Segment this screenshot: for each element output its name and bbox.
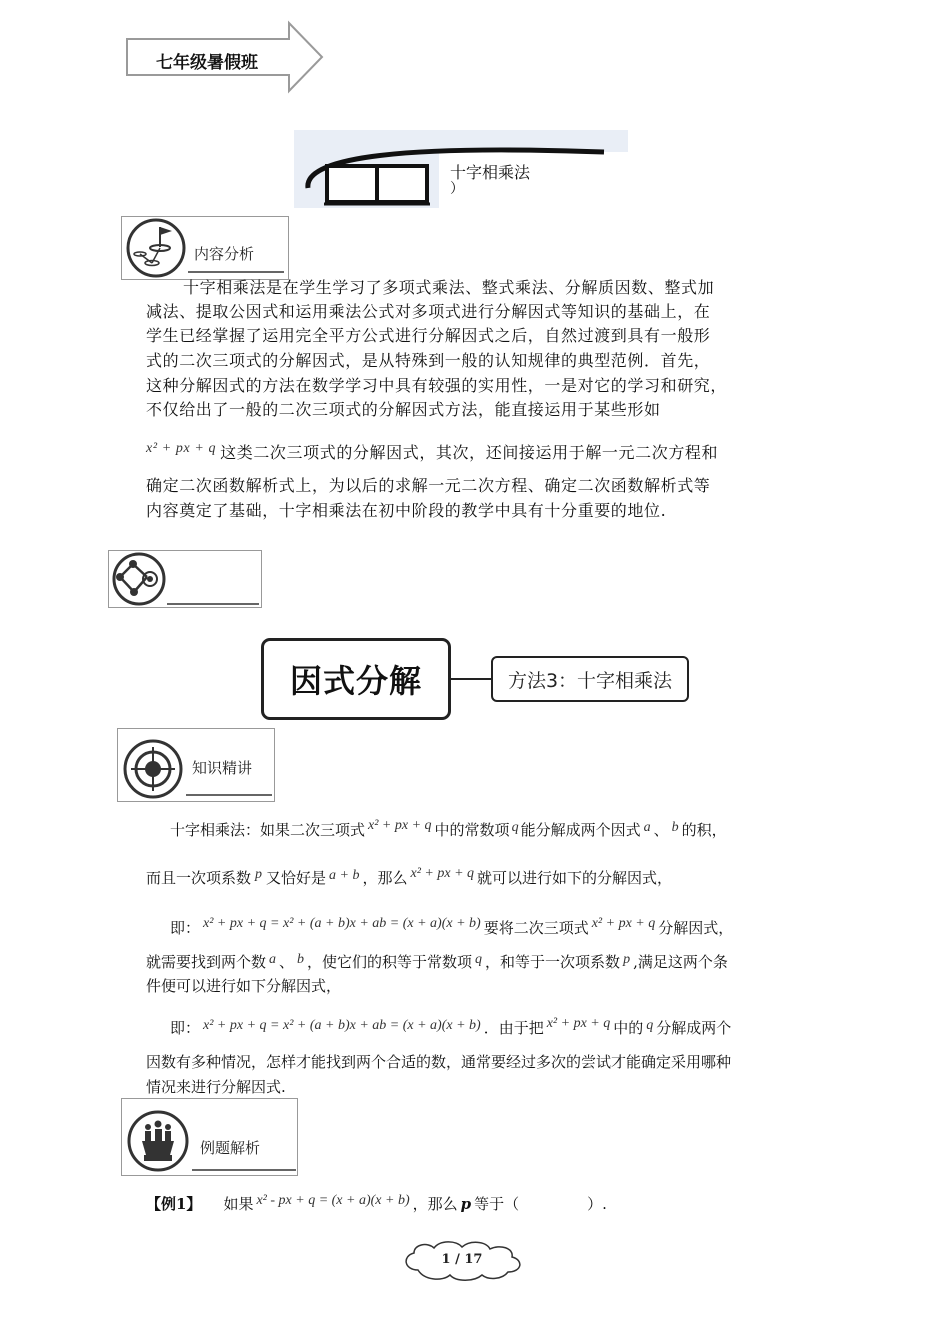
text-fragment: 等于（: [474, 1195, 520, 1213]
section-header-content-analysis: [121, 216, 289, 280]
knowledge-line-5: 件便可以进行如下分解因式，: [146, 977, 342, 995]
mindmap-connector: [451, 678, 491, 680]
text-fragment: ，那么: [362, 869, 408, 887]
text-fragment: 、: [653, 821, 669, 839]
knowledge-line-2: [146, 866, 672, 892]
flag-map-icon: [122, 217, 192, 279]
formula-factorization: x² + px + q = x² + (a + b)x + ab = (x + a)(x + b): [203, 916, 481, 931]
formula-factorization: x² + px + q = x² + (a + b)x + ab = (x + a)(x + b): [203, 1018, 481, 1033]
formula-quadratic: x² + px + q: [546, 1016, 611, 1031]
banner-title: 十字相乘法: [450, 163, 531, 182]
section-underline: [192, 1169, 296, 1171]
class-name: 七年级暑假班: [156, 53, 258, 73]
header-badge: [124, 20, 326, 94]
knowledge-line-1: [170, 818, 727, 844]
intro-line-2: 减法、提取公因式和运用乘法公式对多项式进行分解因式等知识的基础上，在: [146, 302, 711, 321]
knowledge-line-3: [170, 916, 733, 942]
section-header-knowledge: [117, 728, 275, 802]
text-fragment: ，那么: [412, 1195, 458, 1213]
text-fragment: 而且一次项系数: [146, 869, 252, 887]
text-fragment: 能分解成两个因式: [520, 821, 641, 839]
intro-line-4: 式的二次三项式的分解因式，是从特殊到一般的认知规律的典型范例．首先，: [146, 351, 711, 370]
page-number: 1 / 17: [441, 1252, 483, 1267]
formula-example: x² - px + q = (x + a)(x + b): [256, 1193, 410, 1208]
section-header-examples: [121, 1098, 298, 1176]
text-fragment: 即：: [170, 1019, 201, 1037]
example-label: 【例1】: [146, 1195, 202, 1213]
knowledge-line-7: 因数有多种情况，怎样才能找到两个合适的数，通常要经过多次的尝试才能确定采用哪种: [146, 1053, 732, 1071]
var-a: a: [269, 952, 277, 967]
mindmap-main-label: 因式分解: [289, 662, 422, 700]
chess-pieces-icon: [122, 1099, 194, 1175]
text-fragment: ，和等于一次项系数: [485, 953, 621, 971]
example-1: [146, 1192, 607, 1218]
intro-line-9: 内容奠定了基础，十字相乘法在初中阶段的教学中具有十分重要的地位.: [146, 501, 667, 520]
knowledge-line-4: [146, 950, 728, 976]
text-fragment: 的积，: [681, 821, 727, 839]
text-fragment: 要将二次三项式: [483, 919, 589, 937]
knowledge-line-6: [170, 1016, 731, 1042]
var-b: b: [671, 820, 679, 835]
section-title-knowledge: 知识精讲: [192, 759, 253, 777]
text-fragment: ,满足这两个条: [633, 953, 728, 971]
target-icon: [118, 729, 188, 801]
intro-line-8: 确定二次函数解析式上，为以后的求解一元二次方程、确定二次函数解析式等: [146, 476, 711, 495]
text-fragment: 、: [279, 953, 295, 971]
banner-paren: ）: [450, 181, 464, 197]
var-a: a: [643, 820, 651, 835]
formula-quadratic: x² + px + q: [368, 818, 432, 833]
var-b: b: [297, 952, 305, 967]
text-fragment: 就可以进行如下的分解因式，: [477, 869, 673, 887]
text-fragment: ．由于把: [483, 1019, 544, 1037]
section-title-examples: 例题解析: [200, 1139, 261, 1157]
var-q: q: [475, 952, 483, 967]
mindmap-main-node: [261, 638, 451, 720]
mindmap-branch-node: [491, 656, 689, 702]
var-p: p: [460, 1195, 472, 1213]
var-p: p: [623, 952, 631, 967]
mindmap-branch-label: 方法3：十字相乘法: [507, 669, 673, 692]
share-nodes-icon: [109, 551, 173, 607]
var-q: q: [511, 820, 519, 835]
section-header-mindmap: [108, 550, 262, 608]
text-fragment: 如果: [223, 1195, 254, 1213]
var-q: q: [646, 1018, 654, 1033]
section-underline: [188, 271, 284, 273]
formula-quadratic: x² + px + q: [146, 441, 217, 456]
page-footer: [398, 1238, 526, 1284]
title-banner: [294, 130, 628, 208]
formula-quadratic: x² + px + q: [591, 916, 656, 931]
intro-line-7: [146, 441, 718, 468]
text-fragment: 就需要找到两个数: [146, 953, 267, 971]
section-underline: [167, 603, 259, 605]
text-fragment: 十字相乘法：如果二次三项式: [170, 821, 366, 839]
formula-a-plus-b: a + b: [329, 868, 360, 883]
text-fragment: 即：: [170, 919, 201, 937]
knowledge-line-8: 情况来进行分解因式.: [146, 1078, 286, 1096]
intro-line-1: 十字相乘法是在学生学习了多项式乘法、整式乘法、分解质因数、整式加: [183, 278, 715, 297]
text-fragment: 中的: [613, 1019, 644, 1037]
text-fragment: 分解成两个: [656, 1019, 732, 1037]
section-title-content-analysis: 内容分析: [194, 245, 255, 263]
text-fragment: 又恰好是: [266, 869, 327, 887]
text-fragment: 中的常数项: [434, 821, 510, 839]
section-underline: [186, 794, 272, 796]
text-fragment: ，使它们的积等于常数项: [307, 953, 473, 971]
text-fragment: 分解因式，: [658, 919, 734, 937]
text-fragment: ）.: [587, 1195, 607, 1213]
intro-line-5: 这种分解因式的方法在数学学习中具有较强的实用性，一是对它的学习和研究，: [146, 376, 728, 395]
intro-line-3: 学生已经掌握了运用完全平方公式进行分解因式之后，自然过渡到具有一般形: [146, 326, 711, 345]
intro-line-7-text: 这类二次三项式的分解因式，其次，还间接运用于解一元二次方程和: [220, 443, 719, 462]
var-p: p: [255, 867, 263, 882]
formula-quadratic: x² + px + q: [410, 866, 475, 881]
intro-line-6: 不仅给出了一般的二次三项式的分解因式方法，能直接运用于某些形如: [146, 400, 661, 419]
